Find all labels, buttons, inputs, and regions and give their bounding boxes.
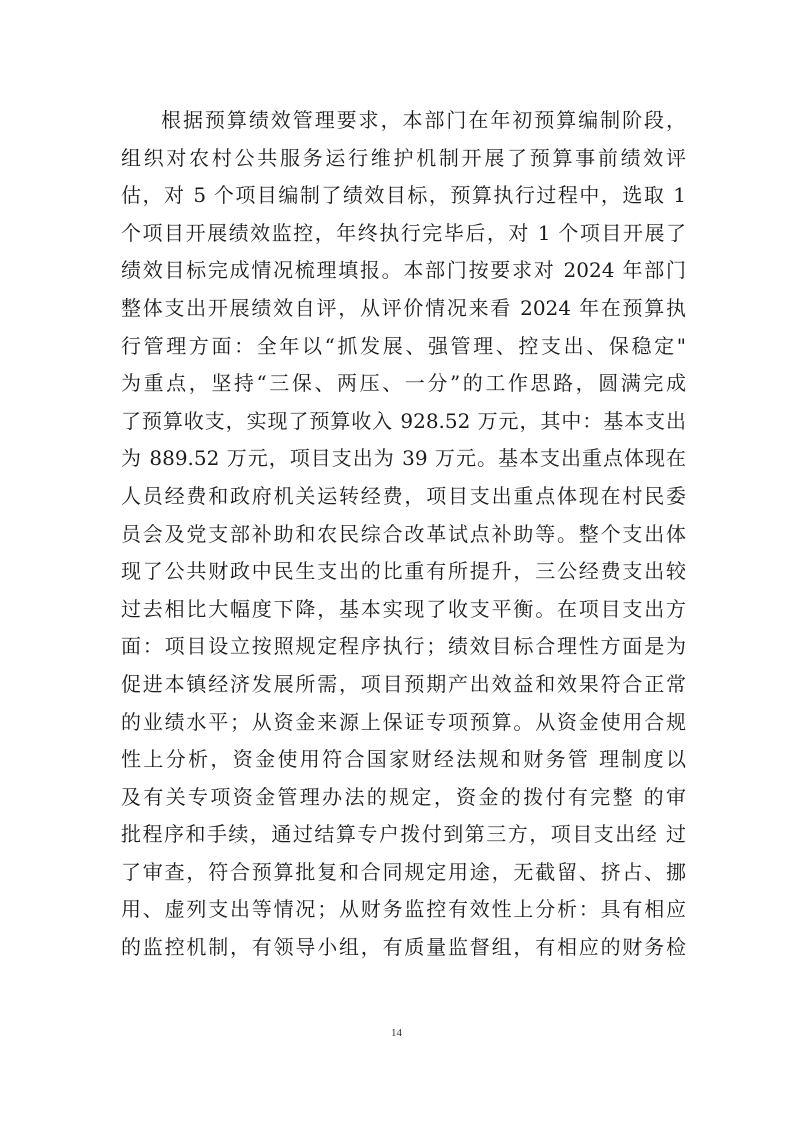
paragraph-line: 组织对农村公共服务运行维护机制开展了预算事前绩效评 xyxy=(121,145,686,170)
paragraph-line: 过去相比大幅度下降，基本实现了收支平衡。在项目支出方 xyxy=(121,596,686,621)
page-number: 14 xyxy=(391,1027,402,1039)
paragraph-line: 为重点，坚持“三保、两压、一分”的工作思路，圆满完成 xyxy=(121,371,686,396)
paragraph-line: 面：项目设立按照规定程序执行；绩效目标合理性方面是为 xyxy=(121,634,686,659)
paragraph-line: 了审查，符合预算批复和合同规定用途，无截留、挤占、挪 xyxy=(121,859,686,884)
paragraph-line: 个项目开展绩效监控，年终执行完毕后，对 1 个项目开展了 xyxy=(121,220,686,245)
paragraph-line: 性上分析，资金使用符合国家财经法规和财务管 理制度以 xyxy=(121,747,686,772)
paragraph-line: 员会及党支部补助和农民综合改革试点补助等。整个支出体 xyxy=(121,521,686,546)
paragraph-line: 现了公共财政中民生支出的比重有所提升，三公经费支出较 xyxy=(121,559,686,584)
paragraph-line: 了预算收支，实现了预算收入 928.52 万元，其中：基本支出 xyxy=(121,408,686,433)
paragraph-line: 绩效目标完成情况梳理填报。本部门按要求对 2024 年部门 xyxy=(121,258,686,283)
paragraph-line: 及有关专项资金管理办法的规定，资金的拨付有完整 的审 xyxy=(121,784,686,809)
paragraph-line: 为 889.52 万元，项目支出为 39 万元。基本支出重点体现在 xyxy=(121,446,686,471)
paragraph-line: 的监控机制，有领导小组，有质量监督组，有相应的财务检 xyxy=(121,935,686,960)
paragraph-line: 人员经费和政府机关运转经费，项目支出重点体现在村民委 xyxy=(121,483,686,508)
paragraph-line: 批程序和手续，通过结算专户拨付到第三方，项目支出经 过 xyxy=(121,822,686,847)
body-paragraph xyxy=(121,102,686,967)
paragraph-line: 估，对 5 个项目编制了绩效目标，预算执行过程中，选取 1 xyxy=(121,183,686,208)
paragraph-line: 整体支出开展绩效自评，从评价情况来看 2024 年在预算执 xyxy=(121,295,686,320)
paragraph-line: 行管理方面：全年以“抓发展、强管理、控支出、保稳定" xyxy=(121,333,686,358)
paragraph-line: 促进本镇经济发展所需，项目预期产出效益和效果符合正常 xyxy=(121,671,686,696)
paragraph-line: 根据预算绩效管理要求，本部门在年初预算编制阶段， xyxy=(161,108,686,132)
paragraph-line: 的业绩水平；从资金来源上保证专项预算。从资金使用合规 xyxy=(121,709,686,734)
paragraph-line: 用、虚列支出等情况；从财务监控有效性上分析：具有相应 xyxy=(121,897,686,922)
